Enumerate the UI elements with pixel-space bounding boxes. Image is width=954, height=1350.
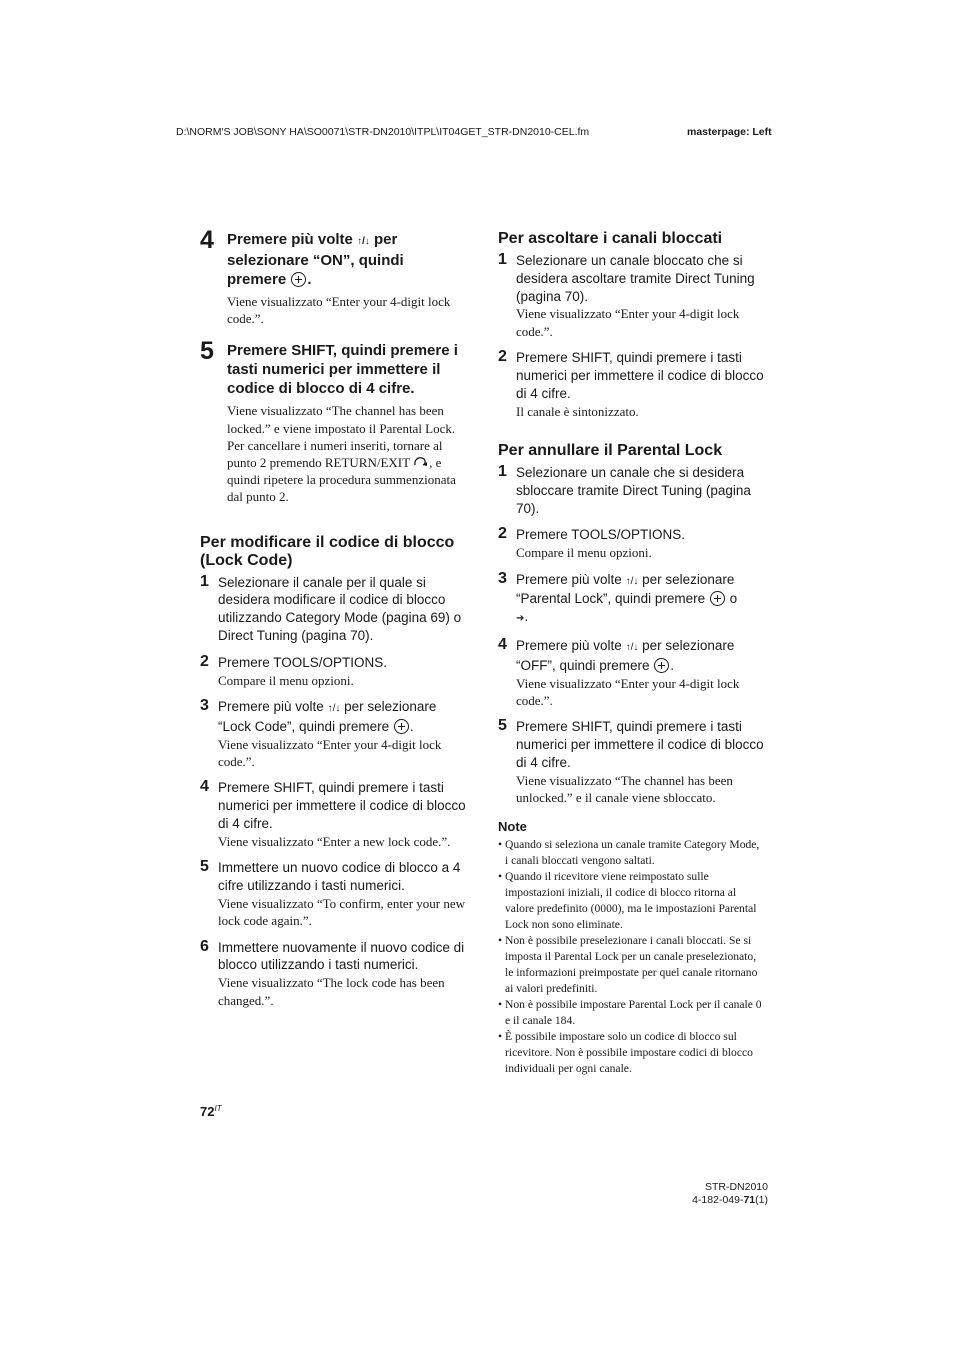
footer-model: STR-DN2010 [704,1181,768,1193]
step-note: Per cancellare i numeri inseriti, tornare al punto 2 premendo RETURN/EXIT , e quindi ripetere la procedura summenzionata dal punto 2. [227,437,456,505]
right-column [498,230,764,1077]
note-item: • Non è possibile preselezionare i canali bloccati. Se si imposta il Parental Lock per un canale preselezionato, le informazioni preimpostate per quel canale ritornano ai valori predefiniti. [498,933,764,997]
step-number: 4 [498,635,507,653]
step-text: Immettere nuovamente il nuovo codice di blocco utilizzando i tasti numerici. [218,939,465,973]
step-text: Premere TOOLS/OPTIONS. [218,654,388,670]
notes-title: Note [498,818,527,834]
footer-code: 4-182-049-71(1) [692,1194,768,1206]
header-masterpage: masterpage: Left [687,126,772,138]
step-3 [498,571,764,628]
enter-button-icon [291,272,306,287]
step-1 [200,574,466,645]
big-step-5 [200,337,466,505]
section-listen-locked [498,230,764,420]
up-down-arrow-icon: ↑/↓ [357,236,370,247]
step-5 [498,718,764,806]
step-text: Premere più volte ↑/↓ per selezionare “Parental Lock”, quindi premere o ➔. [516,571,738,625]
step-note: Viene visualizzato “The lock code has been changed.”. [218,975,445,1008]
step-note: Viene visualizzato “Enter a new lock code.”. [218,833,451,849]
enter-button-icon [394,719,409,734]
step-text: Selezionare un canale bloccato che si desidera ascoltare tramite Direct Tuning (pagina 70). [516,253,755,304]
step-text: Premere SHIFT, quindi premere i tasti numerici per immettere il codice di blocco di 4 cifre. [218,780,466,832]
note-item: • È possibile impostare solo un codice di blocco sul ricevitore. Non è possibile impostare codici di blocco individuali per ogni canale. [498,1029,764,1077]
section-title: Per annullare il Parental Lock [498,442,723,459]
step-number: 1 [498,251,507,268]
step-text: Premere TOOLS/OPTIONS. [516,527,686,543]
step-text: Premere SHIFT, quindi premere i tasti numerici per immettere il codice di blocco di 4 cifre. [516,350,764,401]
step-number: 2 [498,348,507,366]
notes-section [498,819,764,1077]
step-text: Selezionare il canale per il quale si desidera modificare il codice di blocco utilizzando Category Mode (pagina 69) o Direct Tuning (pagina 70). [218,574,462,644]
note-item: • Non è possibile impostare Parental Lock per il canale 0 e il canale 184. [498,997,764,1029]
header-file-path: D:\NORM'S JOB\SONY HA\SO0071\STR-DN2010\ITPL\IT04GET_STR-DN2010-CEL.fm [176,126,590,138]
up-down-arrow-icon: ↑/↓ [625,641,639,653]
section-change-lock-code [200,534,466,1009]
step-text: Immettere un nuovo codice di blocco a 4 cifre utilizzando i tasti numerici. [218,860,461,894]
step-number: 4 [200,226,214,254]
step-note: Viene visualizzato “The channel has been unlocked.” e il canale viene sbloccato. [516,772,733,806]
step-text: Premere più volte ↑/↓ per selezionare “ON”, quindi premere . [227,231,404,288]
right-arrow-icon: ➔ [516,613,525,625]
step-number: 4 [200,778,209,796]
step-number: 1 [498,463,507,480]
step-number: 5 [200,858,209,876]
step-note: Viene visualizzato “Enter your 4-digit lock code.”. [516,675,740,708]
step-4 [498,637,764,709]
step-number: 1 [200,572,209,590]
step-text: Premere più volte ↑/↓ per selezionare “Lock Code”, quindi premere . [218,699,437,734]
up-down-arrow-icon: ↑/↓ [625,575,639,587]
step-note: Viene visualizzato “Enter your 4-digit lock code.”. [516,306,740,339]
big-step-4 [200,226,466,327]
step-2 [498,526,764,561]
page-number: $72^{IT}$ [200,1104,222,1119]
step-number: 2 [498,525,507,543]
step-note: Compare il menu opzioni. [218,672,354,688]
enter-button-icon [654,658,669,673]
enter-button-icon [710,591,725,606]
step-4 [200,779,466,850]
step-1 [498,252,764,340]
step-number: 5 [498,717,507,735]
return-icon [413,456,429,467]
step-number: 6 [200,937,209,955]
step-note: Viene visualizzato “Enter your 4-digit lock code.”. [218,736,442,770]
step-number: 3 [498,569,507,587]
up-down-arrow-icon: ↑/↓ [327,703,341,715]
step-number: 2 [200,652,209,670]
step-note: Viene visualizzato “Enter your 4-digit lock code.”. [227,294,451,327]
note-item: • Quando il ricevitore viene reimpostato sulle impostazioni iniziali, il codice di blocco ritorna al valore predefinito (0000), ma le impostazioni Parental Lock non sono eliminate. [498,869,764,933]
section-title: Per ascoltare i canali bloccati [498,230,723,247]
step-text: Premere più volte ↑/↓ per selezionare “OFF”, quindi premere . [516,637,735,673]
step-1 [498,464,764,517]
step-note: Compare il menu opzioni. [516,545,652,561]
step-2 [200,654,466,689]
step-2 [498,349,764,420]
step-text: Premere SHIFT, quindi premere i tasti numerici per immettere il codice di blocco di 4 cifre. [227,342,458,398]
step-number: 5 [200,337,214,366]
step-note: Il canale è sintonizzato. [516,403,639,419]
step-note: Viene visualizzato “To confirm, enter your new lock code again.”. [218,895,466,929]
left-column [200,226,466,1018]
step-text: Premere SHIFT, quindi premere i tasti numerici per immettere il codice di blocco di 4 cifre. [516,719,764,770]
step-6 [200,939,466,1009]
section-cancel-parental-lock [498,442,764,807]
step-number: 3 [200,697,209,715]
step-text: Selezionare un canale che si desidera sbloccare tramite Direct Tuning (pagina 70). [516,465,751,516]
step-5 [200,859,466,929]
step-note: Viene visualizzato “The channel has been locked.” e viene impostato il Parental Lock. [227,403,456,436]
note-item: • Quando si seleziona un canale tramite Category Mode, i canali bloccati vengono saltati. [498,837,764,869]
section-title: Per modificare il codice di blocco (Lock Code) [200,533,455,569]
step-3 [200,698,466,770]
